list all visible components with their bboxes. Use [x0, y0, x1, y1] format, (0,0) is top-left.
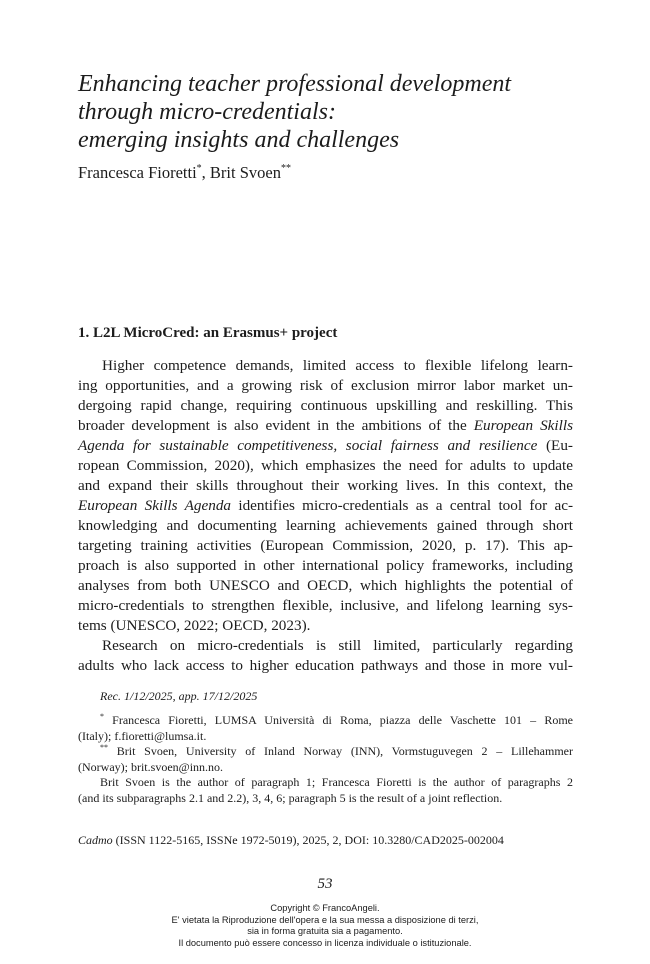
page-number: 53: [317, 876, 333, 892]
text-line: Higher competence demands, limited access to flexible lifelong learn-: [102, 357, 573, 374]
text-line: analyses from both UNESCO and OECD, which highlights the potential of: [78, 577, 573, 594]
copyright-notice: [0, 903, 650, 949]
footnotes: [78, 713, 573, 806]
text-line: adults who lack access to higher education pathways and those in more vul-: [78, 657, 573, 674]
article-title: [78, 70, 598, 154]
text-run: identifies micro-credentials as a central tool for ac-: [231, 497, 573, 514]
body-text: [78, 356, 573, 676]
copyright-line: Copyright © FrancoAngeli.: [270, 903, 380, 913]
footnote-marker: **: [100, 743, 108, 752]
text-run: broader development is also evident in the ambitions of the: [78, 417, 467, 434]
citation-details: (ISSN 1122-5165, ISSNe 1972-5019), 2025, 2, DOI: 10.3280/CAD2025-002004: [112, 833, 504, 847]
text-line: proach is also supported in other international policy frameworks, including: [78, 557, 573, 574]
section-heading: 1. L2L MicroCred: an Erasmus+ project: [78, 325, 338, 341]
title-line: through micro-credentials:: [78, 99, 336, 125]
author-name: Brit Svoen: [209, 163, 281, 182]
copyright-line: Il documento può essere concesso in licenza individuale o istituzionale.: [178, 937, 472, 948]
footnote-line: (Norway); brit.svoen@inn.no.: [78, 759, 224, 774]
text-line: knowledging and documenting learning achievements gained through short: [78, 517, 573, 534]
text-line: tems (UNESCO, 2022; OECD, 2023).: [78, 617, 311, 634]
copyright-line: sia in forma gratuita sia a pagamento.: [247, 926, 403, 936]
emphasis-text: European Skills: [473, 417, 573, 434]
text-line: dergoing rapid change, requiring continuous upskilling and reskilling. This: [78, 397, 573, 414]
journal-name: Cadmo: [78, 833, 113, 847]
footnote-line: [78, 744, 573, 760]
text-line: Research on micro-credentials is still limited, particularly regarding: [102, 637, 573, 654]
footnote-text: Brit Svoen, University of Inland Norway (INN), Vormstuguvegen 2 – Lillehammer: [108, 744, 573, 758]
footnote-line: (and its subparagraphs 2.1 and 2.2), 3, 4, 6; paragraph 5 is the result of a joint reflection.: [78, 790, 503, 805]
author-name: Francesca Fioretti: [78, 163, 197, 182]
footnote-line: [78, 713, 573, 729]
footnote-line: (Italy); f.fioretti@lumsa.it.: [78, 728, 207, 743]
copyright-line: E' vietata la Riproduzione dell'opera e la sua messa a disposizione di terzi,: [171, 914, 479, 925]
emphasis-text: European Skills Agenda: [78, 497, 232, 514]
text-line: and expand their skills throughout their working lives. In this context, the: [78, 477, 573, 494]
journal-citation: [78, 833, 504, 848]
footnote-marker: *: [196, 163, 202, 174]
text-line: [78, 496, 573, 516]
text-line: ing opportunities, and a growing risk of exclusion mirror labor market un-: [78, 377, 573, 394]
author-list: [78, 163, 291, 183]
footnote-text: Francesca Fioretti, LUMSA Università di Roma, piazza delle Vaschette 101 – Rome: [104, 713, 573, 727]
text-run: (Eu-: [537, 437, 573, 454]
text-line: micro-credentials to strengthen flexible, inclusive, and lifelong learning sys-: [78, 597, 573, 614]
title-line: emerging insights and challenges: [78, 127, 400, 153]
text-line: ropean Commission, 2020), which emphasizes the need for adults to update: [78, 457, 573, 474]
received-dates: Rec. 1/12/2025, app. 17/12/2025: [100, 689, 258, 703]
footnote-marker: *: [100, 712, 104, 721]
text-line: [78, 436, 573, 456]
text-line: targeting training activities (European Commission, 2020, p. 17). This ap-: [78, 537, 573, 554]
footnote-marker: **: [280, 163, 291, 174]
title-line: Enhancing teacher professional development: [78, 71, 512, 97]
text-line: [78, 416, 573, 436]
emphasis-text: Agenda for sustainable competitiveness, social fairness and resilience: [78, 437, 538, 454]
footnote-line: Brit Svoen is the author of paragraph 1; Francesca Fioretti is the author of paragraphs 2: [100, 775, 573, 789]
author-separator: ,: [201, 163, 210, 182]
